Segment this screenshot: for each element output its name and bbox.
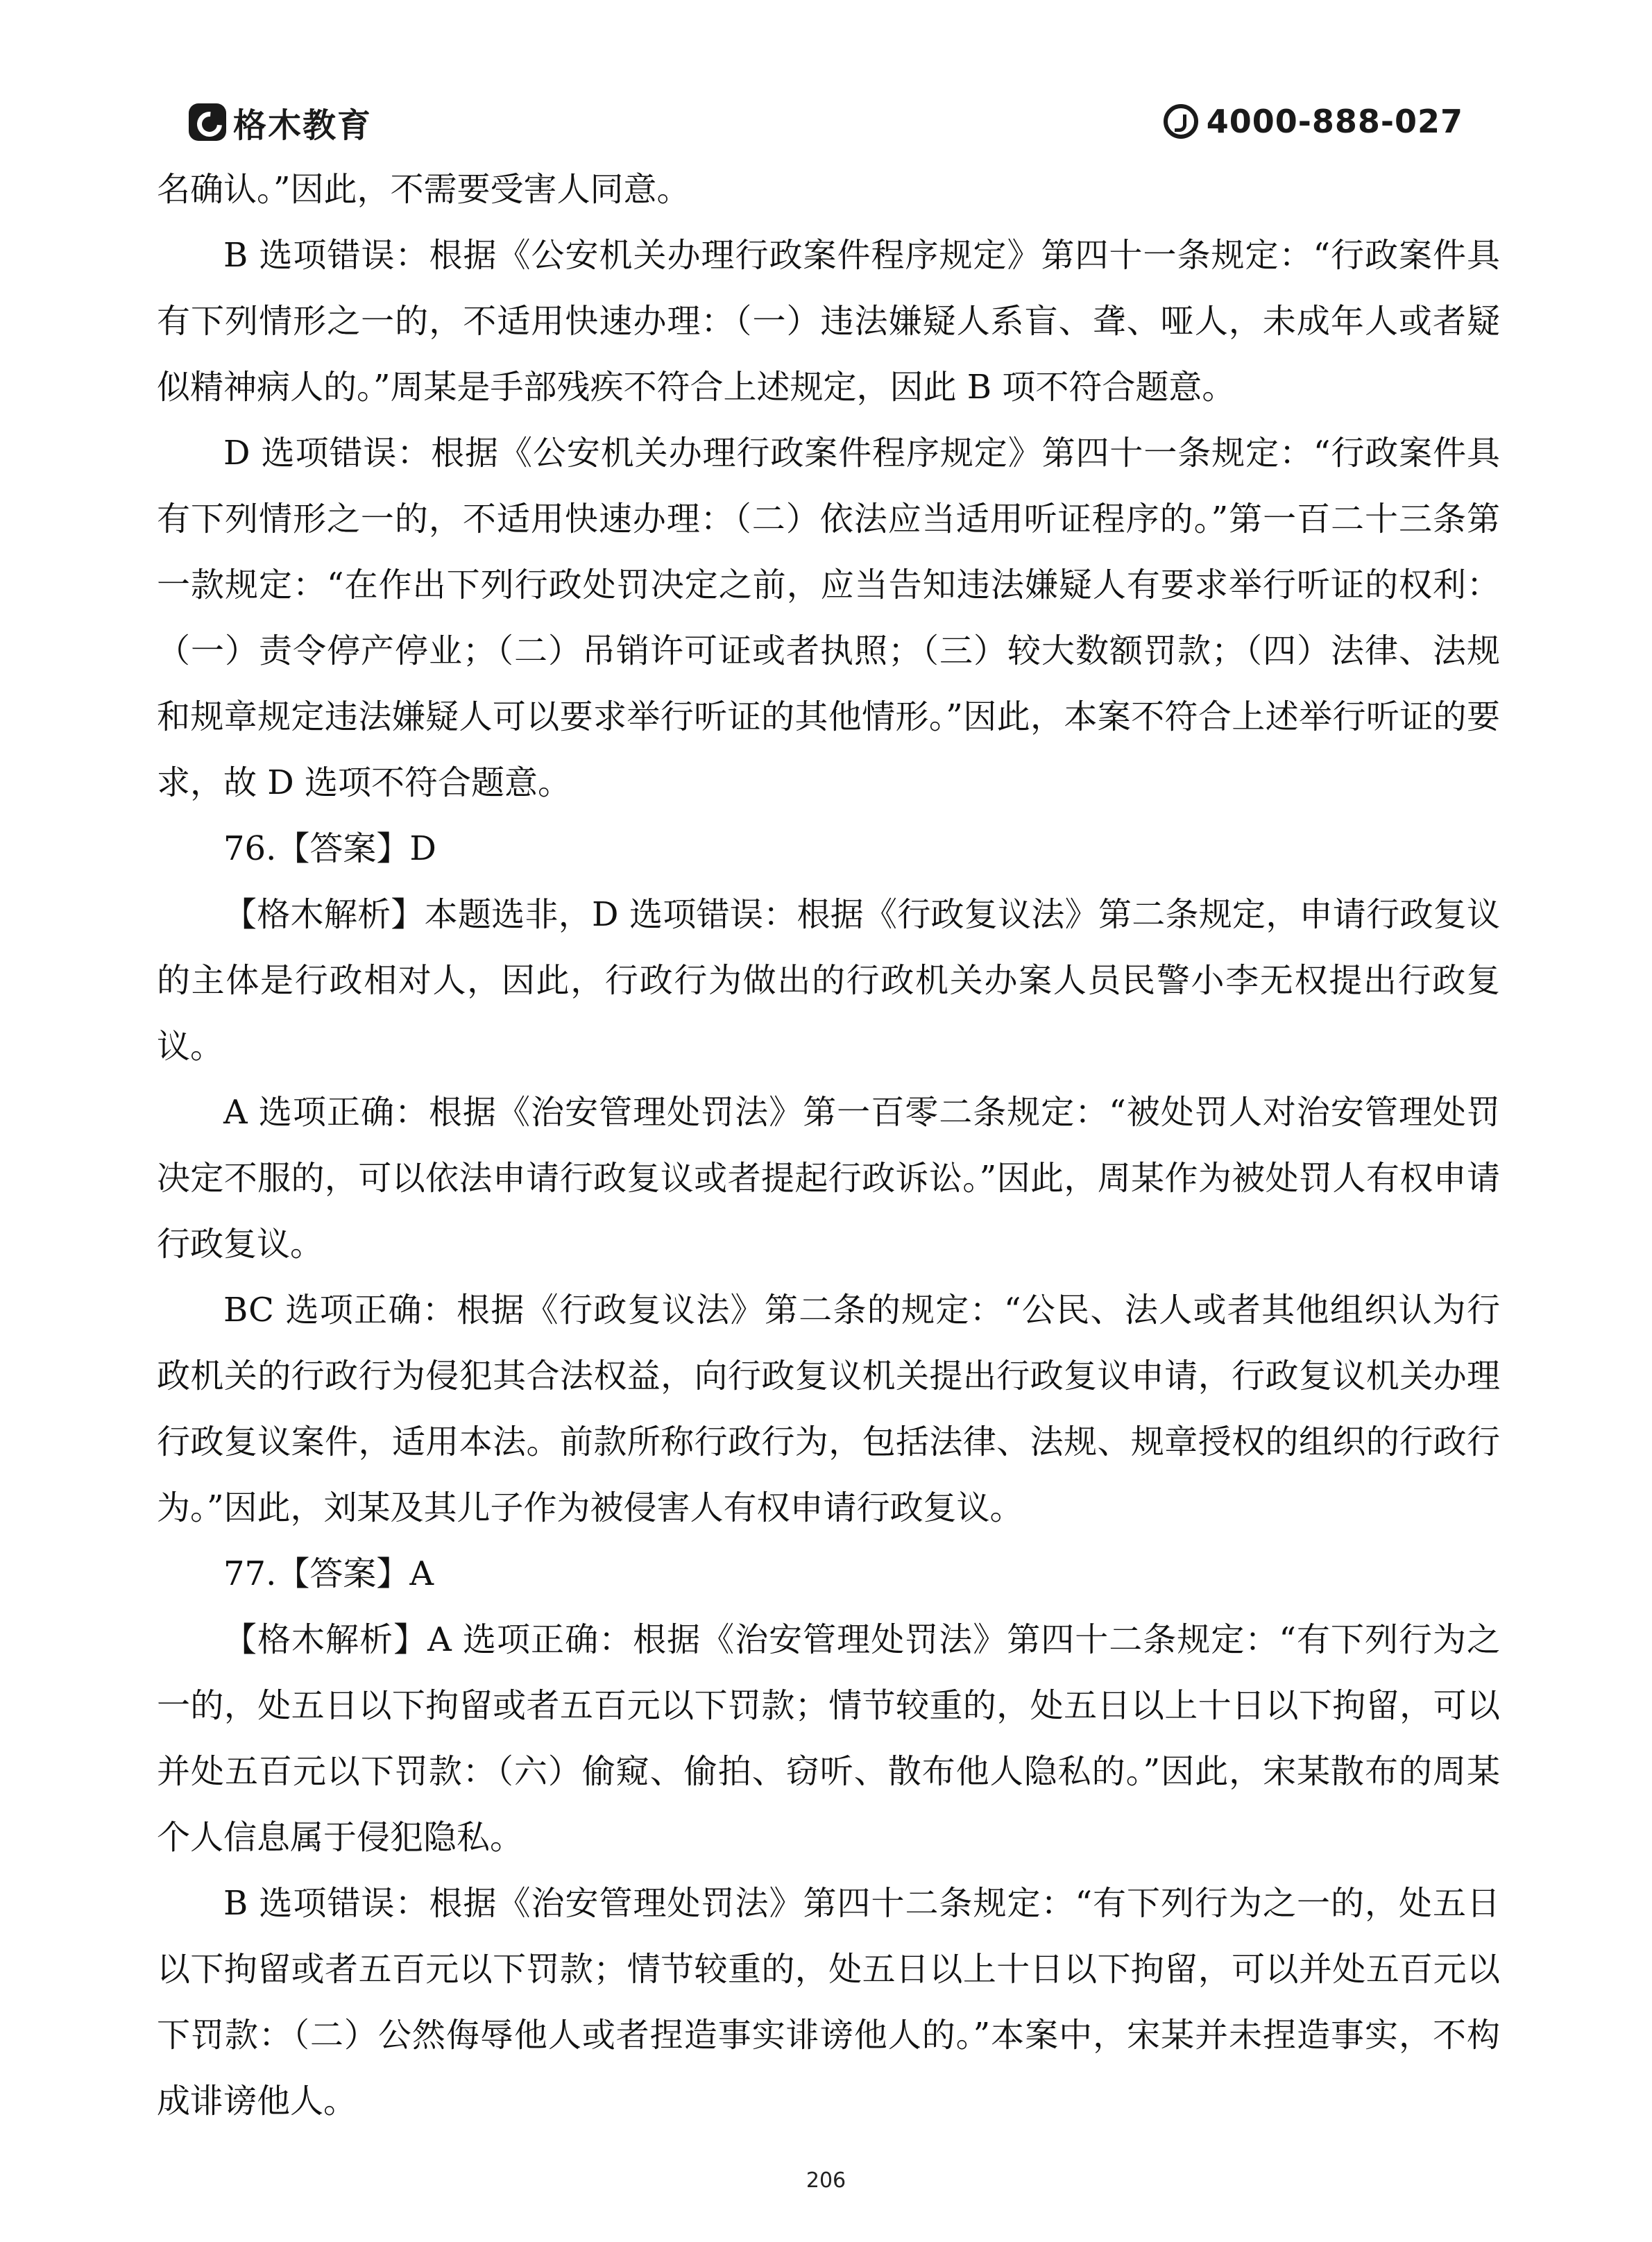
- paragraph: 名确认。”因此，不需要受害人同意。: [157, 170, 690, 209]
- answer-heading: 76.【答案】D: [223, 829, 436, 868]
- phone-icon: [1164, 104, 1198, 139]
- brand-logo: [189, 101, 372, 143]
- answer-heading: 77.【答案】A: [223, 1554, 434, 1593]
- paragraph: B 选项错误：根据《公安机关办理行政案件程序规定》第四十一条规定：“行政案件具有下列情形之一的，不适用快速办理：（一）违法嫌疑人系盲、聋、哑人，未成年人或者疑似精神病人的。”周某是手部残疾不符合上述规定，因此 B 项不符合题意。: [157, 236, 1500, 407]
- page-number: 206: [806, 2168, 846, 2193]
- phone-number: 4000-888-027: [1206, 103, 1463, 140]
- paragraph: A 选项正确：根据《治安管理处罚法》第一百零二条规定：“被处罚人对治安管理处罚决定不服的，可以依法申请行政复议或者提起行政诉讼。”因此，周某作为被处罚人有权申请行政复议。: [157, 1093, 1500, 1264]
- logo-text: 格木教育: [233, 105, 373, 145]
- paragraph: BC 选项正确：根据《行政复议法》第二条的规定：“公民、法人或者其他组织认为行政机关的行政行为侵犯其合法权益，向行政复议机关提出行政复议申请，行政复议机关办理行政复议案件，适用本法。前款所称行政行为，包括法律、法规、规章授权的组织的行政行为。”因此，刘某及其儿子作为被侵害人有权申请行政复议。: [157, 1291, 1500, 1527]
- page-header: [0, 0, 1652, 160]
- logo-icon: [189, 103, 226, 141]
- paragraph: D 选项错误：根据《公安机关办理行政案件程序规定》第四十一条规定：“行政案件具有下列情形之一的，不适用快速办理：（二）依法应当适用听证程序的。”第一百二十三条第一款规定：“在作出下列行政处罚决定之前，应当告知违法嫌疑人有要求举行听证的权利：（一）责令停产停业；（二）吊销许可证或者执照；（三）较大数额罚款；（四）法律、法规和规章规定违法嫌疑人可以要求举行听证的其他情形。”因此，本案不符合上述举行听证的要求，故 D 选项不符合题意。: [157, 434, 1500, 802]
- paragraph: 【格木解析】A 选项正确：根据《治安管理处罚法》第四十二条规定：“有下列行为之一的，处五日以下拘留或者五百元以下罚款；情节较重的，处五日以上十日以下拘留，可以并处五百元以下罚款：（六）偷窥、偷拍、窃听、散布他人隐私的。”因此，宋某散布的周某个人信息属于侵犯隐私。: [157, 1620, 1500, 1857]
- document-body: [157, 157, 1500, 2134]
- paragraph: B 选项错误：根据《治安管理处罚法》第四十二条规定：“有下列行为之一的，处五日以下拘留或者五百元以下罚款；情节较重的，处五日以上十日以下拘留，可以并处五百元以下罚款：（二）公然侮辱他人或者捏造事实诽谤他人的。”本案中，宋某并未捏造事实，不构成诽谤他人。: [157, 1884, 1500, 2121]
- paragraph: 【格木解析】本题选非，D 选项错误：根据《行政复议法》第二条规定，申请行政复议的主体是行政相对人，因此，行政行为做出的行政机关办案人员民警小李无权提出行政复议。: [157, 895, 1500, 1066]
- phone-contact: [1164, 103, 1463, 140]
